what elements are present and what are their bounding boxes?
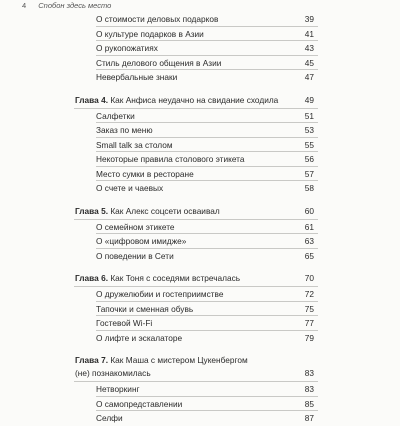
entry-title: Тапочки и сменная обувь [96, 303, 194, 314]
entry-title: О самопредставлении [96, 398, 183, 409]
toc-entry [0, 56, 400, 71]
toc-entry [0, 234, 400, 249]
chapter-heading [0, 203, 400, 220]
chapter-title-text: Как Тоня с соседями встречалась [110, 273, 241, 283]
toc-entry [0, 27, 400, 42]
chapter-page: 60 [304, 205, 314, 216]
entry-title: Салфетки [96, 110, 135, 121]
entry-page: 51 [304, 110, 314, 121]
chapter-title-text: Как Маша с мистером Цукенбергом [110, 355, 248, 365]
entry-page: 65 [304, 250, 314, 261]
toc-entry [0, 41, 400, 56]
chapter-title [75, 272, 240, 285]
toc-entry [0, 331, 400, 346]
entry-title: Нетворкинг [96, 384, 140, 394]
toc-entry [0, 152, 400, 167]
entry-title: Некоторые правила столового этикета [96, 154, 245, 164]
table-of-contents [0, 12, 400, 426]
entry-title: О рукопожатиях [96, 43, 158, 53]
entry-page: 57 [304, 168, 314, 179]
chapter-heading [0, 352, 400, 382]
chapter-title-text: Как Анфиса неудачно на свидание сходила [110, 94, 279, 105]
chapter-title [75, 205, 220, 218]
toc-entry [0, 220, 400, 235]
toc-entry [0, 287, 400, 302]
chapter-number: Глава 6. [75, 273, 109, 283]
page-number: 4 [22, 1, 27, 10]
entry-page: 53 [304, 125, 314, 135]
chapter-page: 83 [304, 368, 314, 378]
entry-page: 58 [304, 183, 314, 193]
toc-entry [0, 411, 400, 426]
chapter-page: 70 [304, 273, 314, 283]
entry-title: Заказ по меню [96, 125, 153, 135]
entry-page: 87 [304, 413, 314, 423]
entry-page: 85 [304, 398, 314, 409]
chapter-number: Глава 5. [75, 205, 109, 216]
entry-page: 77 [304, 318, 314, 328]
running-title: Сnобон здесь место [38, 1, 112, 10]
entry-title: О семейном этикете [96, 221, 175, 232]
entry-title: Невербальные знаки [96, 72, 178, 82]
toc-entry [0, 302, 400, 317]
entry-title: О счете и чаевых [96, 183, 164, 193]
entry-page: 83 [304, 384, 314, 394]
toc-entry [0, 138, 400, 153]
entry-title: Место сумки в ресторане [96, 168, 194, 179]
entry-page: 79 [304, 332, 314, 343]
entry-page: 75 [304, 303, 314, 314]
chapter-heading [0, 92, 400, 109]
toc-entry [0, 123, 400, 138]
chapter-number: Глава 7. [75, 355, 109, 365]
entry-title: Стиль делового общения в Азии [96, 57, 222, 68]
toc-entry [0, 316, 400, 331]
toc-entry [0, 167, 400, 182]
entry-page: 72 [304, 289, 314, 299]
toc-entry [0, 70, 400, 85]
toc-entry [0, 249, 400, 264]
toc-entry [0, 397, 400, 412]
entry-page: 55 [304, 139, 314, 150]
chapter-heading [0, 270, 400, 287]
chapter-title-line2: (не) познакомилась [75, 368, 151, 378]
entry-title: О поведении в Сети [96, 250, 174, 261]
entry-title: О дружелюбии и гостеприимстве [96, 289, 224, 299]
toc-entry [0, 12, 400, 27]
entry-title: Small talk за столом [96, 139, 173, 150]
chapter-title-text: Как Алекс соцсети осваивал [110, 205, 220, 216]
running-header [22, 0, 111, 12]
chapter-page: 49 [304, 94, 314, 105]
entry-title: О «цифровом имидже» [96, 236, 187, 246]
entry-page: 39 [304, 14, 314, 24]
entry-title: О лифте и эскалаторе [96, 332, 183, 343]
entry-title: Селфи [96, 413, 123, 423]
entry-page: 43 [304, 43, 314, 53]
entry-title: Гостевой Wi-Fi [96, 318, 153, 328]
entry-page: 61 [304, 221, 314, 232]
entry-title: О культуре подарков в Азии [96, 28, 204, 39]
toc-entry [0, 382, 400, 397]
entry-title: О стоимости деловых подарков [96, 14, 219, 24]
toc-entry [0, 109, 400, 124]
entry-page: 45 [304, 57, 314, 68]
entry-page: 41 [304, 28, 314, 39]
chapter-title [75, 354, 248, 367]
entry-page: 63 [304, 236, 314, 246]
entry-page: 47 [304, 72, 314, 82]
chapter-number: Глава 4. [75, 94, 109, 105]
toc-entry [0, 181, 400, 196]
entry-page: 56 [304, 154, 314, 164]
chapter-title [75, 94, 278, 107]
